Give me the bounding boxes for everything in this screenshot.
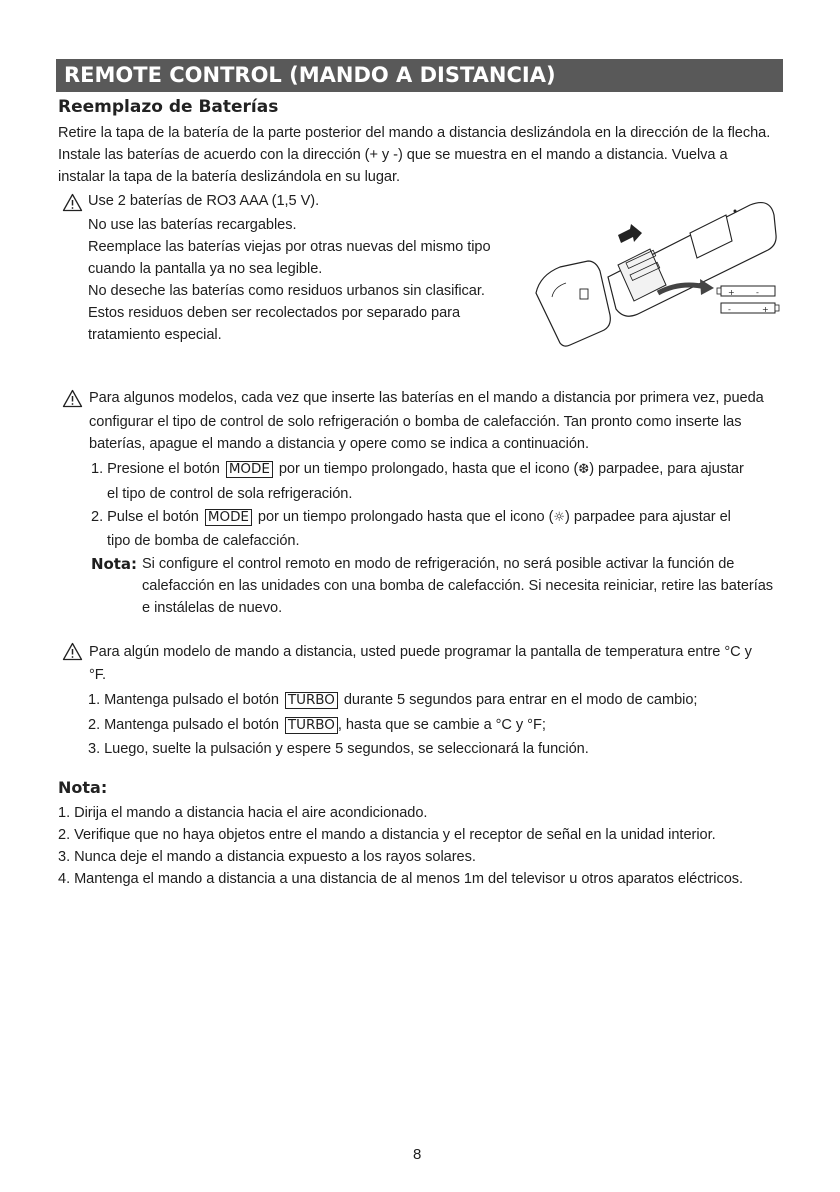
temp-step-1-pre: 1. Mantenga pulsado el botón	[88, 692, 279, 708]
battery-replacement-illustration	[530, 195, 788, 355]
battery-warning-line-4: cuando la pantalla ya no sea legible.	[88, 261, 323, 277]
battery-warning-line-2: No use las baterías recargables.	[88, 217, 297, 233]
note-item-1: 1. Dirija el mando a distancia hacia el aire acondicionado.	[58, 805, 428, 821]
mode-intro-line-3: baterías, apague el mando a distancia y opere como se indica a continuación.	[89, 436, 590, 452]
mode-step-1	[91, 458, 744, 481]
mode-step-1-post: ) parpadee, para ajustar	[589, 461, 744, 477]
mode-step-2-pre: 2. Pulse el botón	[91, 509, 199, 525]
temp-intro-line-1: Para algún modelo de mando a distancia, usted puede programar la pantalla de temperatura entre °C y	[89, 644, 752, 660]
snowflake-icon: ❆	[578, 462, 590, 477]
page-number: 8	[413, 1146, 422, 1163]
temp-step-2	[88, 714, 546, 736]
mode-step-1-mid: por un tiempo prolongado, hasta que el icono (	[278, 461, 579, 477]
battery-intro-line-3: instalar la tapa de la batería deslizándola en su lugar.	[58, 169, 401, 185]
warning-icon	[62, 389, 83, 408]
temp-step-1	[88, 689, 697, 711]
battery-warning-line-7: tratamiento especial.	[88, 327, 222, 343]
mode-step-1-continued: el tipo de control de sola refrigeración.	[107, 486, 353, 502]
sun-icon: ☼	[553, 510, 566, 525]
mode-note-line-2: calefacción en las unidades con una bomba de calefacción. Si necesita reiniciar, retire las baterías	[142, 578, 774, 594]
warning-icon	[62, 193, 83, 212]
temp-step-1-post: durante 5 segundos para entrar en el modo de cambio;	[343, 692, 698, 708]
battery-section-title: Reemplazo de Baterías	[58, 97, 279, 117]
mode-note-line-1: Si configure el control remoto en modo de refrigeración, no será posible activar la función de	[142, 556, 735, 572]
warning-icon	[62, 642, 83, 661]
battery-warning-line-6: Estos residuos deben ser recolectados por separado para	[88, 305, 461, 321]
temp-step-2-post: , hasta que se cambie a °C y °F;	[337, 717, 546, 733]
battery-intro-line-2: Instale las baterías de acuerdo con la dirección (+ y -) que se muestra en el mando a distancia. Vuelva a	[58, 147, 728, 163]
note-item-2: 2. Verifique que no haya objetos entre el mando a distancia y el receptor de señal en la unidad interior.	[58, 827, 716, 843]
battery-minus-label: -	[756, 288, 759, 297]
mode-step-1-pre: 1. Presione el botón	[91, 461, 220, 477]
mode-button-label: MODE	[226, 461, 273, 478]
battery-warning-line-1: Use 2 baterías de RO3 AAA (1,5 V).	[88, 193, 320, 209]
mode-step-2	[91, 506, 731, 529]
mode-note-line-3: e instálelas de nuevo.	[142, 600, 283, 616]
mode-step-2-post: ) parpadee para ajustar el	[565, 509, 731, 525]
battery-plus-label: +	[728, 288, 735, 297]
temp-step-2-pre: 2. Mantenga pulsado el botón	[88, 717, 279, 733]
battery-plus-label-2: +	[762, 305, 769, 314]
battery-intro-line-1: Retire la tapa de la batería de la parte posterior del mando a distancia deslizándola en la dirección de la flecha.	[58, 125, 771, 141]
mode-step-2-continued: tipo de bomba de calefacción.	[107, 533, 300, 549]
temp-intro-line-2: °F.	[89, 667, 107, 683]
battery-warning-line-5: No deseche las baterías como residuos urbanos sin clasificar.	[88, 283, 485, 299]
mode-button-label: MODE	[205, 509, 252, 526]
mode-note-label: Nota:	[91, 555, 137, 573]
mode-intro-line-1: Para algunos modelos, cada vez que inserte las baterías en el mando a distancia por primera vez, pueda	[89, 390, 764, 406]
mode-intro-line-2: configurar el tipo de control de solo refrigeración o bomba de calefacción. Tan pronto como inserte las	[89, 414, 742, 430]
section-header: REMOTE CONTROL (MANDO A DISTANCIA)	[56, 59, 783, 92]
battery-minus-label-2: -	[728, 305, 731, 314]
note-item-4: 4. Mantenga el mando a distancia a una distancia de al menos 1m del televisor u otros aparatos eléctricos.	[58, 871, 744, 887]
turbo-button-label: TURBO	[285, 717, 338, 734]
note-item-3: 3. Nunca deje el mando a distancia expuesto a los rayos solares.	[58, 849, 476, 865]
temp-step-3: 3. Luego, suelte la pulsación y espere 5 segundos, se seleccionará la función.	[88, 741, 589, 757]
turbo-button-label: TURBO	[285, 692, 338, 709]
mode-step-2-mid: por un tiempo prolongado hasta que el icono (	[257, 509, 554, 525]
battery-warning-line-3: Reemplace las baterías viejas por otras nuevas del mismo tipo	[88, 239, 491, 255]
notes-title: Nota:	[58, 778, 108, 797]
